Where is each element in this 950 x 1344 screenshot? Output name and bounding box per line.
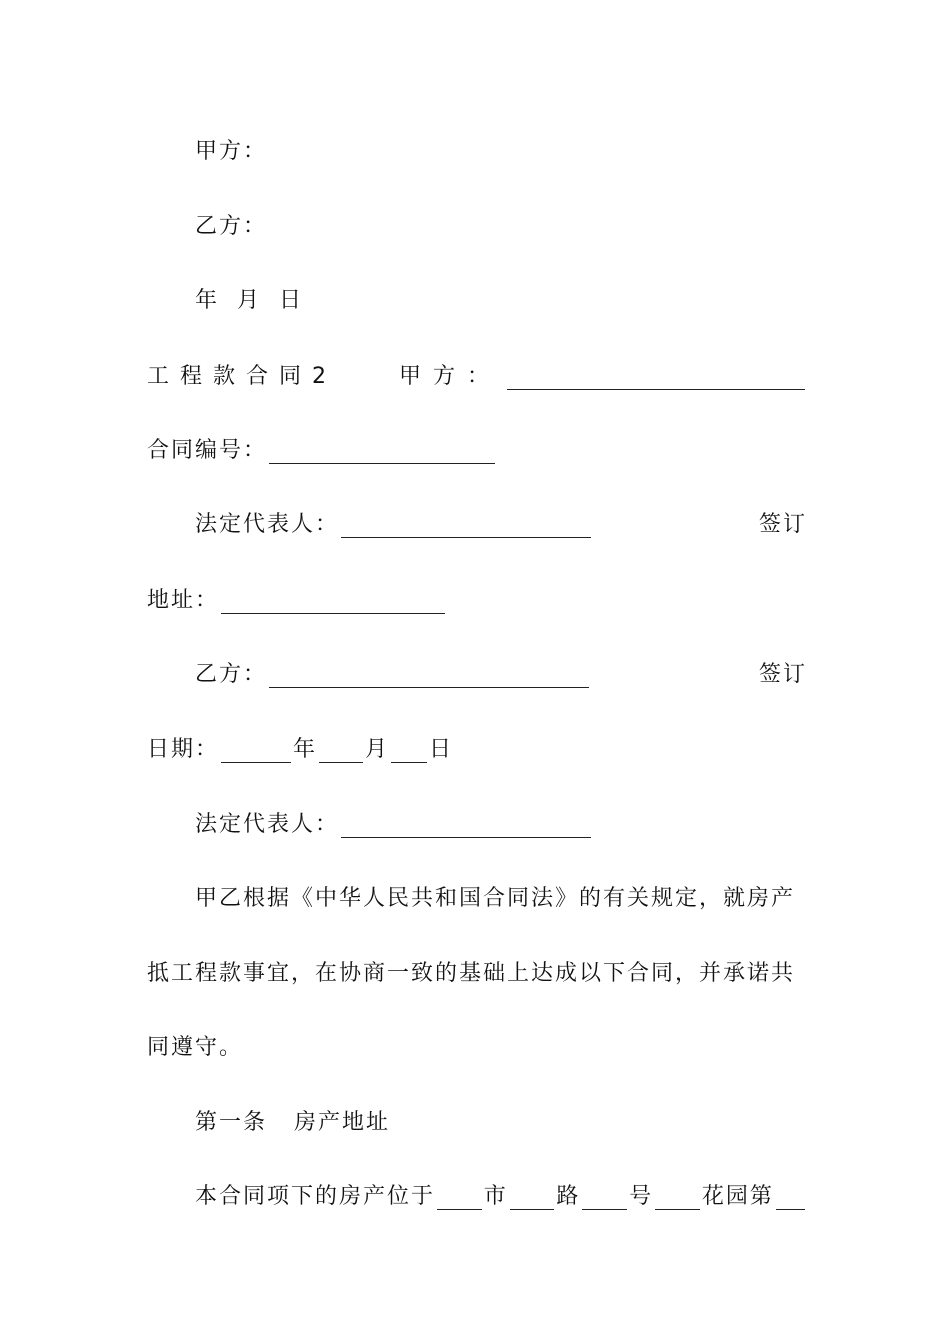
- paragraph-1-text-1: 甲乙根据《中华人民共和国合同法》的有关规定，就房产: [195, 886, 796, 911]
- month-blank: [319, 738, 363, 763]
- city-label: 市: [483, 1184, 508, 1209]
- date-line: [147, 284, 807, 318]
- legal-rep-a-line: [147, 508, 807, 542]
- party-b-line: [147, 210, 807, 244]
- city-blank: [437, 1185, 482, 1210]
- party-b-label: 乙方：: [195, 214, 268, 239]
- paragraph-1-line-1: [147, 882, 807, 916]
- year-blank: [221, 738, 291, 763]
- contract-title: 工程款合同2: [147, 364, 337, 389]
- article-1-heading-line: [147, 1106, 807, 1140]
- party-b2-line: [147, 658, 807, 692]
- sign-label-1: 签订: [758, 512, 807, 537]
- legal-rep-a-blank: [341, 513, 591, 538]
- paragraph-1-text-2: 抵工程款事宜，在协商一致的基础上达成以下合同，并承诺共: [147, 961, 796, 986]
- legal-rep-b-label: 法定代表人：: [195, 812, 340, 837]
- month-label: 月: [365, 737, 390, 762]
- day-label: 日: [429, 737, 454, 762]
- legal-rep-b-blank: [341, 813, 591, 838]
- number-blank: [582, 1185, 627, 1210]
- party-a-blank: [507, 365, 805, 390]
- year-label: 年: [293, 737, 318, 762]
- legal-rep-b-line: [147, 808, 807, 842]
- day-blank: [391, 738, 427, 763]
- contract-no-blank: [269, 439, 495, 464]
- contract-no-line: [147, 434, 807, 468]
- date-label: 日期：: [147, 737, 220, 762]
- legal-rep-a-label: 法定代表人：: [195, 512, 340, 537]
- paragraph-1-line-2: [147, 957, 807, 991]
- date-ymd-label: 年 月 日: [195, 288, 303, 313]
- party-b2-label: 乙方：: [195, 662, 268, 687]
- sign-label-2: 签订: [758, 662, 807, 687]
- garden-label: 花园第: [701, 1184, 774, 1209]
- title-party-a-label: 甲方：: [399, 364, 502, 389]
- address-clause-prefix: 本合同项下的房产位于: [195, 1184, 436, 1209]
- party-b2-blank: [269, 663, 589, 688]
- title-line: [147, 360, 807, 394]
- address-clause-line: [147, 1180, 807, 1214]
- party-a-line: [147, 135, 807, 169]
- garden-no-blank: [776, 1185, 805, 1210]
- road-label: 路: [556, 1184, 581, 1209]
- paragraph-1-text-3: 同遵守。: [147, 1035, 244, 1060]
- number-label: 号: [629, 1184, 654, 1209]
- sign-date-line: [147, 733, 807, 767]
- party-a-label: 甲方：: [195, 139, 268, 164]
- paragraph-1-line-3: [147, 1031, 807, 1065]
- address-line: [147, 584, 807, 618]
- article-1-heading: 第一条 房产地址: [195, 1110, 390, 1135]
- contract-no-label: 合同编号：: [147, 438, 268, 463]
- address-blank: [221, 589, 445, 614]
- road-blank: [510, 1185, 555, 1210]
- address-label: 地址：: [147, 588, 220, 613]
- garden-blank: [655, 1185, 700, 1210]
